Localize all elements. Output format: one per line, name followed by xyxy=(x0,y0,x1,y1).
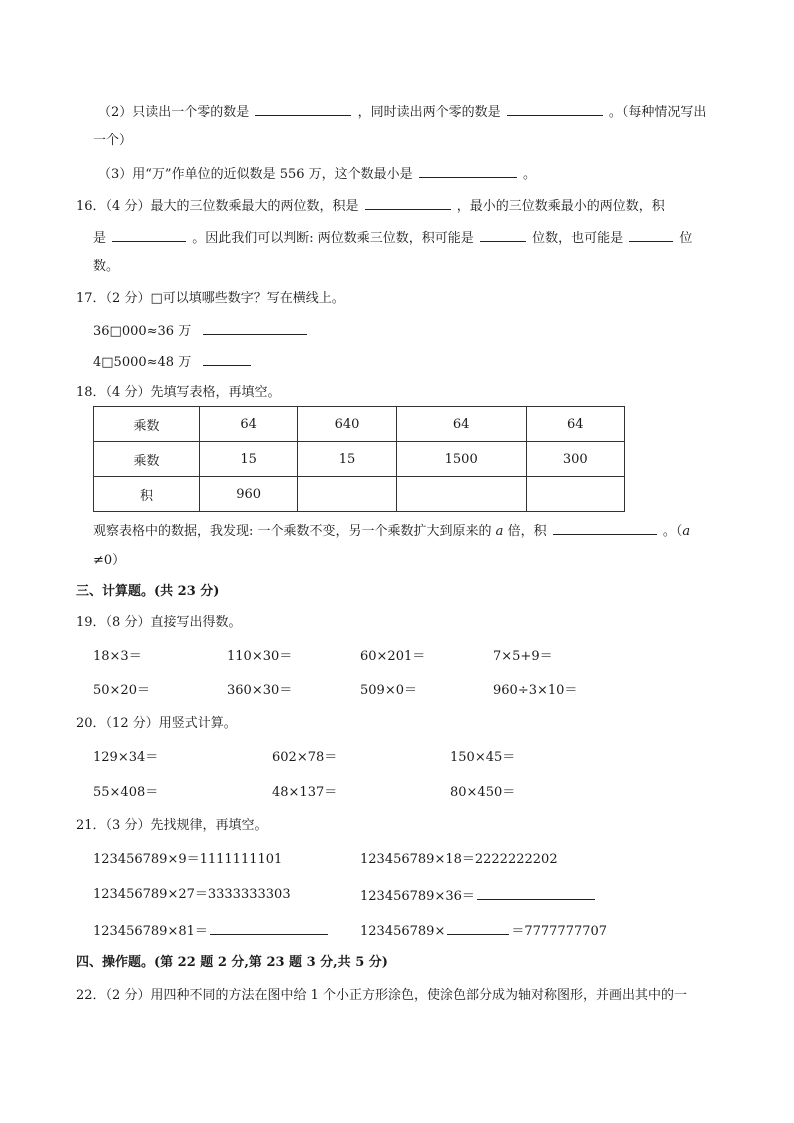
table-cell-empty[interactable] xyxy=(298,477,396,512)
q16-text6: 位 xyxy=(679,231,693,246)
q21-item-text2: ＝7777777707 xyxy=(511,924,608,939)
q18-obs-cont: ≠0） xyxy=(93,553,126,568)
q16-text5: 位数，也可能是 xyxy=(532,231,624,246)
q20-item: 48×137＝ xyxy=(272,785,338,800)
table-cell: 64 xyxy=(200,407,298,442)
table-cell: 640 xyxy=(298,407,396,442)
q16-text3: 是 xyxy=(93,231,107,246)
q15-part2-cont: 一个） xyxy=(93,133,133,148)
q19-title: 19．（8 分）直接写出得数。 xyxy=(76,615,242,630)
table-cell: 15 xyxy=(298,442,396,477)
table-cell: 300 xyxy=(526,442,624,477)
q16-line2 xyxy=(93,228,692,248)
q21-item-text: 123456789× xyxy=(360,924,446,939)
section3-title: 三、计算题。(共 23 分) xyxy=(76,584,220,599)
q21-title: 21．（3 分）先找规律，再填空。 xyxy=(76,818,268,833)
q21-item-text: 123456789×36＝ xyxy=(360,889,475,904)
answer-blank[interactable] xyxy=(553,521,657,535)
q19-item: 50×20＝ xyxy=(93,683,150,698)
table-cell: 积 xyxy=(94,477,200,512)
q21-item xyxy=(360,921,607,941)
table-cell: 64 xyxy=(526,407,624,442)
q15-part2-text3: 。（每种情况写出 xyxy=(608,105,707,120)
q20-title: 20．（12 分）用竖式计算。 xyxy=(76,716,237,731)
q16-line1 xyxy=(76,196,665,216)
q21-item: 123456789×18＝2222222202 xyxy=(360,852,558,867)
answer-blank[interactable] xyxy=(629,228,673,242)
q18-table xyxy=(93,406,625,512)
answer-blank[interactable] xyxy=(419,164,517,178)
q18-obs-text: 观察表格中的数据，我发现: 一个乘数不变，另一个乘数扩大到原来的 xyxy=(93,524,492,539)
q20-item: 602×78＝ xyxy=(272,750,338,765)
answer-blank[interactable] xyxy=(203,321,307,335)
table-cell-empty[interactable] xyxy=(526,477,624,512)
q19-item: 60×201＝ xyxy=(360,649,426,664)
answer-blank[interactable] xyxy=(365,196,451,210)
answer-blank[interactable] xyxy=(447,921,509,935)
q19-item: 960÷3×10＝ xyxy=(493,683,578,698)
answer-blank[interactable] xyxy=(507,102,603,116)
answer-blank[interactable] xyxy=(255,102,351,116)
q17-item2 xyxy=(93,352,253,372)
q15-part2-text: （2）只读出一个零的数是 xyxy=(98,105,250,120)
table-cell: 乘数 xyxy=(94,442,200,477)
q16-text: 16．（4 分）最大的三位数乘最大的两位数，积是 xyxy=(76,199,359,214)
q18-title: 18．（4 分）先填写表格，再填空。 xyxy=(76,385,281,400)
q20-item: 150×45＝ xyxy=(450,750,516,765)
answer-blank[interactable] xyxy=(203,352,251,366)
answer-blank[interactable] xyxy=(210,921,328,935)
q20-item: 129×34＝ xyxy=(93,750,159,765)
q15-part2-text2: ，同时读出两个零的数是 xyxy=(357,105,501,120)
q15-part2-line xyxy=(98,102,706,122)
q18-observation xyxy=(93,521,690,541)
table-row xyxy=(94,477,625,512)
q18-obs-text3: 。（ xyxy=(662,524,683,539)
q17-item1 xyxy=(93,321,309,341)
q21-item-text: 123456789×81＝ xyxy=(93,924,208,939)
q19-item: 509×0＝ xyxy=(360,683,417,698)
q16-line3: 数。 xyxy=(93,259,120,274)
q21-item xyxy=(93,921,330,941)
q20-item: 55×408＝ xyxy=(93,785,159,800)
answer-blank[interactable] xyxy=(112,228,186,242)
answer-blank[interactable] xyxy=(477,886,595,900)
table-row xyxy=(94,407,625,442)
q15-part3-end: 。 xyxy=(522,167,536,182)
q21-item: 123456789×27＝3333333303 xyxy=(93,887,291,902)
table-cell: 乘数 xyxy=(94,407,200,442)
q20-item: 80×450＝ xyxy=(450,785,516,800)
table-cell: 15 xyxy=(200,442,298,477)
q19-item: 18×3＝ xyxy=(93,649,142,664)
q19-item: 7×5+9＝ xyxy=(493,649,553,664)
q16-text4: 。因此我们可以判断: 两位数乘三位数，积可能是 xyxy=(192,231,474,246)
table-cell: 960 xyxy=(200,477,298,512)
q15-part3-text: （3）用“万”作单位的近似数是 556 万，这个数最小是 xyxy=(98,167,413,182)
q21-item: 123456789×9＝1111111101 xyxy=(93,852,283,867)
q18-obs-var2: a xyxy=(682,524,691,539)
table-cell: 1500 xyxy=(396,442,526,477)
table-cell-empty[interactable] xyxy=(396,477,526,512)
q21-item xyxy=(360,886,597,906)
q17-item1-text: 36□000≈36 万 xyxy=(93,324,192,339)
q18-obs-text2: 倍，积 xyxy=(507,524,547,539)
answer-blank[interactable] xyxy=(480,228,526,242)
q15-part3-line xyxy=(98,164,536,184)
section4-title: 四、操作题。(第 22 题 2 分,第 23 题 3 分,共 5 分) xyxy=(76,955,388,970)
q17-title: 17．（2 分）□可以填哪些数字？写在横线上。 xyxy=(76,291,345,306)
q19-item: 110×30＝ xyxy=(227,649,293,664)
q19-item: 360×30＝ xyxy=(227,683,293,698)
q16-text2: ，最小的三位数乘最小的两位数，积 xyxy=(456,199,665,214)
q17-item2-text: 4□5000≈48 万 xyxy=(93,355,192,370)
q22-text: 22．（2 分）用四种不同的方法在图中给 1 个小正方形涂色，使涂色部分成为轴对称图形，并画出其中的一 xyxy=(76,988,687,1003)
table-row xyxy=(94,442,625,477)
q18-obs-var: a xyxy=(495,524,504,539)
table-cell: 64 xyxy=(396,407,526,442)
